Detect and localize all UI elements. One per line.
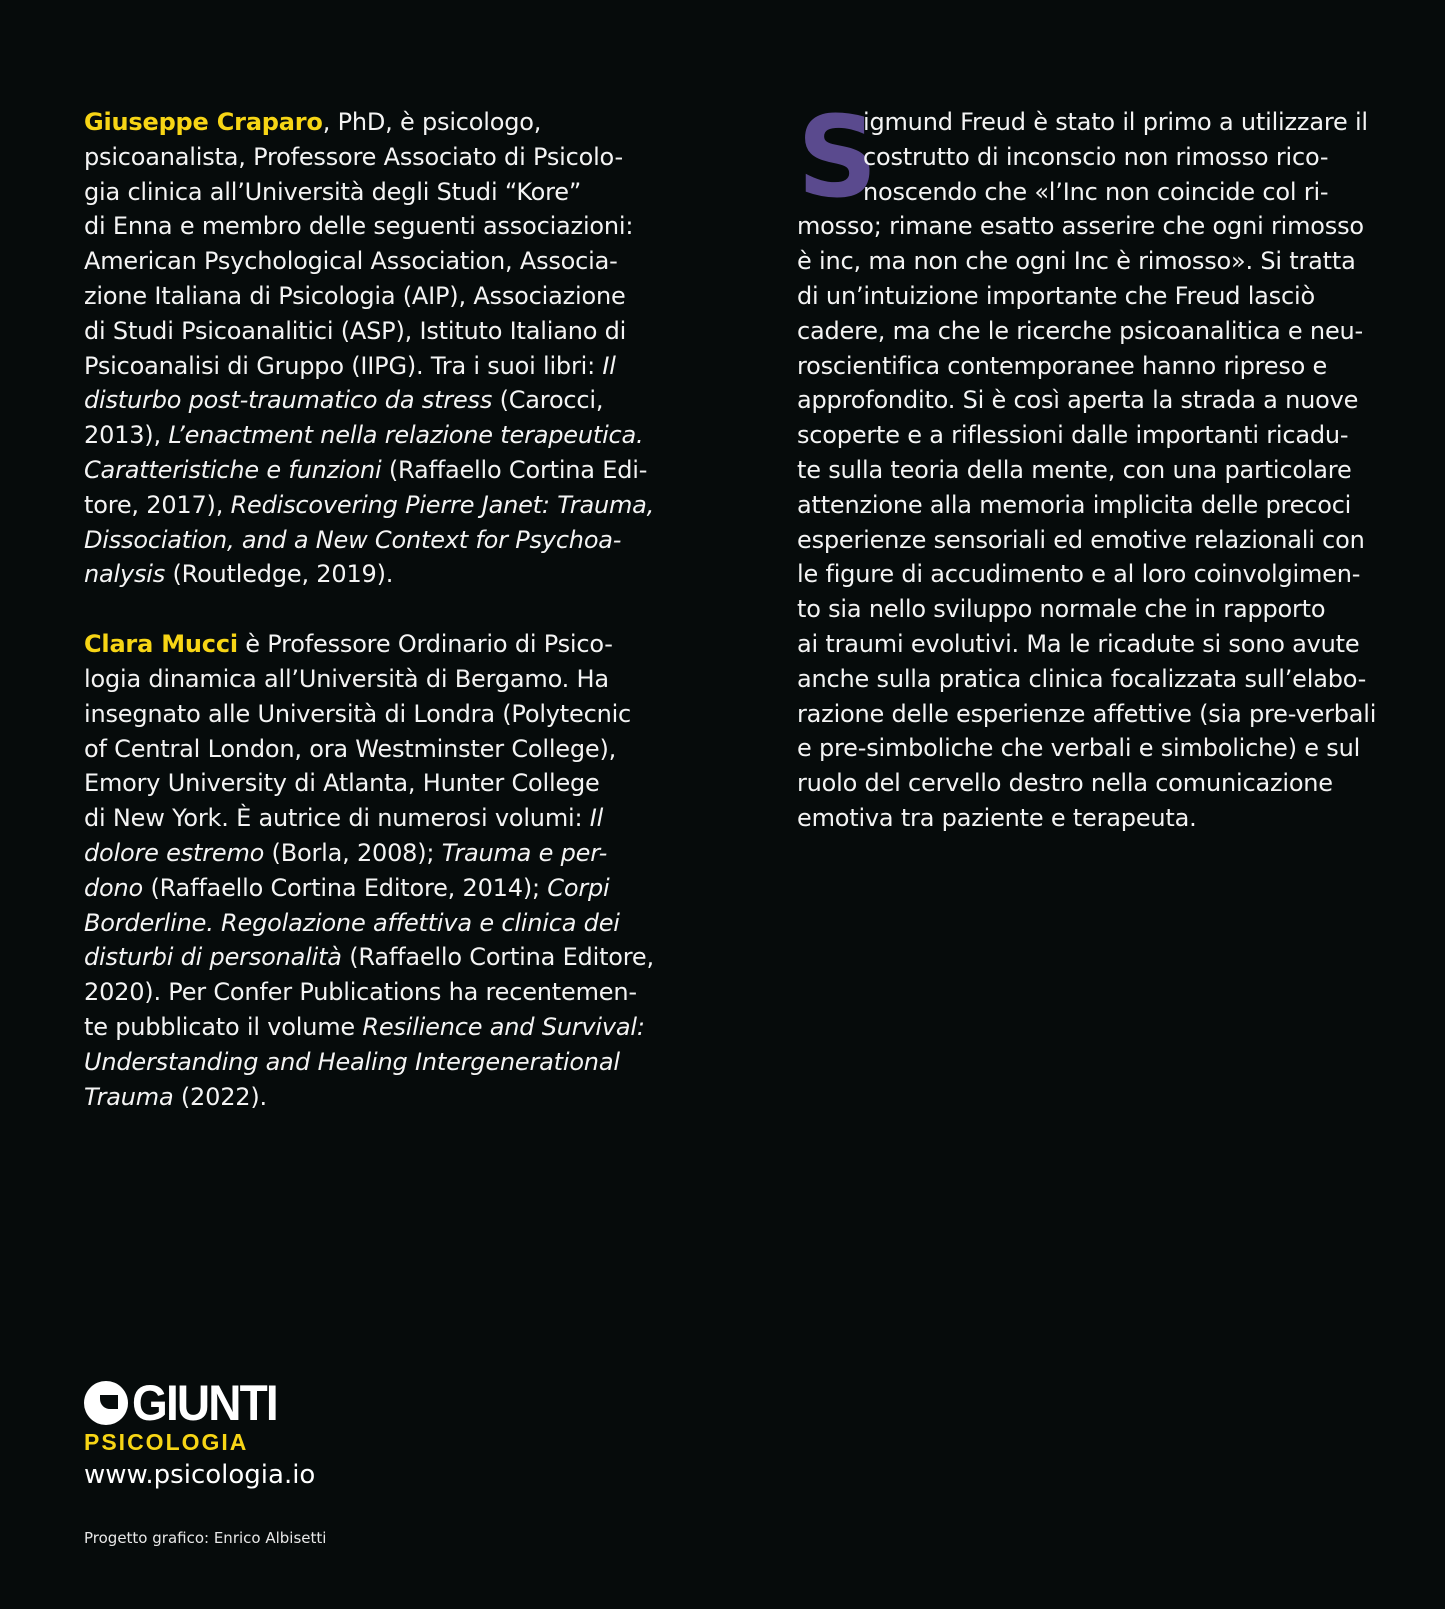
blurb-line: cadere, ma che le ricerche psicoanalitica e neu- (797, 316, 1363, 345)
bio-mucci: Clara Mucci è Professore Ordinario di Psico- logia dinamica all’Università di Bergamo. Ha insegnato alle Università di Londra (Polytecnic of Central London, ora Westminster College), Emory University di Atlanta, Hunter College di New York. È autrice di numerosi volumi: Il dolore estremo (Borla, 2008); Trauma e per- dono (Raffaello Cortina Editore, 2014); Corpi Borderline. Regolazione affettiva e clinica dei disturbi di personalità (Raffaello Cortina Editore, 2020). Per Confer Publications ha recentemen- te pubblicato il volume Resilience and Survival: Understanding and Healing Intergenerational Trauma (2022). (84, 630, 654, 1111)
blurb-line: e pre-simboliche che verbali e simboliche) e sul (797, 734, 1361, 763)
blurb-line: te sulla teoria della mente, con una particolare (797, 455, 1352, 484)
blurb-line: di un’intuizione importante che Freud lasciò (797, 281, 1315, 310)
author-name-craparo: Giuseppe Craparo (84, 108, 323, 136)
blurb-line: approfondito. Si è così aperta la strada a nuove (797, 386, 1359, 415)
website-link: www.psicologia.io (84, 1460, 316, 1490)
blurb-line: razione delle esperienze affettive (sia pre-verbali (797, 699, 1377, 728)
blurb-line: costrutto di inconscio non rimosso rico- (863, 142, 1329, 171)
blurb-line: mosso; rimane esatto asserire che ogni rimosso (797, 212, 1364, 241)
blurb-line: le figure di accudimento e al loro coinvolgimen- (797, 560, 1361, 589)
book-blurb (797, 93, 1397, 836)
author-name-mucci: Clara Mucci (84, 630, 238, 659)
logo-wordmark: GIUNTI (132, 1375, 277, 1431)
blurb-line: è inc, ma non che ogni Inc è rimosso». Si tratta (797, 247, 1356, 276)
blurb-line: esperienze sensoriali ed emotive relazionali con (797, 525, 1365, 554)
blurb-line: ai traumi evolutivi. Ma le ricadute si sono avute (797, 629, 1360, 658)
drop-cap: S (797, 93, 878, 223)
author-bios-column (84, 105, 655, 1114)
bio-craparo: Giuseppe Craparo, PhD, è psicologo, psicoanalista, Professore Associato di Psicolo- gia clinica all’Università degli Studi “Kore” di Enna e membro delle seguenti associazioni: American Psychological Association, Associa- zione Italiana di Psicologia (AIP), Associazione di Studi Psicoanalitici (ASP), Istituto Italiano di Psicoanalisi di Gruppo (IIPG). Tra i suoi libri: Il disturbo post-traumatico da stress (Carocci, 2013), L’enactment nella relazione terapeutica. Caratteristiche e funzioni (Raffaello Cortina Edi- tore, 2017), Rediscovering Pierre Janet: Trauma, Dissociation, and a New Context for Psychoa- nalysis (Routledge, 2019). (84, 108, 655, 589)
blurb-line: scoperte e a riflessioni dalle importanti ricadu- (797, 421, 1349, 450)
blurb-line: ruolo del cervello destro nella comunicazione (797, 769, 1333, 798)
logo-subtitle: PSICOLOGIA (84, 1429, 249, 1455)
paragraph-gap (84, 592, 644, 627)
blurb-line: roscientifica contemporanee hanno ripreso e (797, 351, 1328, 380)
design-credit: Progetto grafico: Enrico Albisetti (84, 1529, 327, 1547)
publisher-logo (84, 1375, 289, 1455)
blurb-line: emotiva tra paziente e terapeuta. (797, 803, 1197, 832)
blurb-line: to sia nello sviluppo normale che in rapporto (797, 595, 1326, 624)
blurb-line: noscendo che «l’Inc non coincide col ri- (863, 177, 1329, 206)
blurb-line: anche sulla pratica clinica focalizzata sull’elabo- (797, 664, 1367, 693)
blurb-line: igmund Freud è stato il primo a utilizzare il (863, 108, 1368, 136)
giunti-g-icon (84, 1381, 128, 1425)
blurb-line: attenzione alla memoria implicita delle precoci (797, 490, 1352, 519)
